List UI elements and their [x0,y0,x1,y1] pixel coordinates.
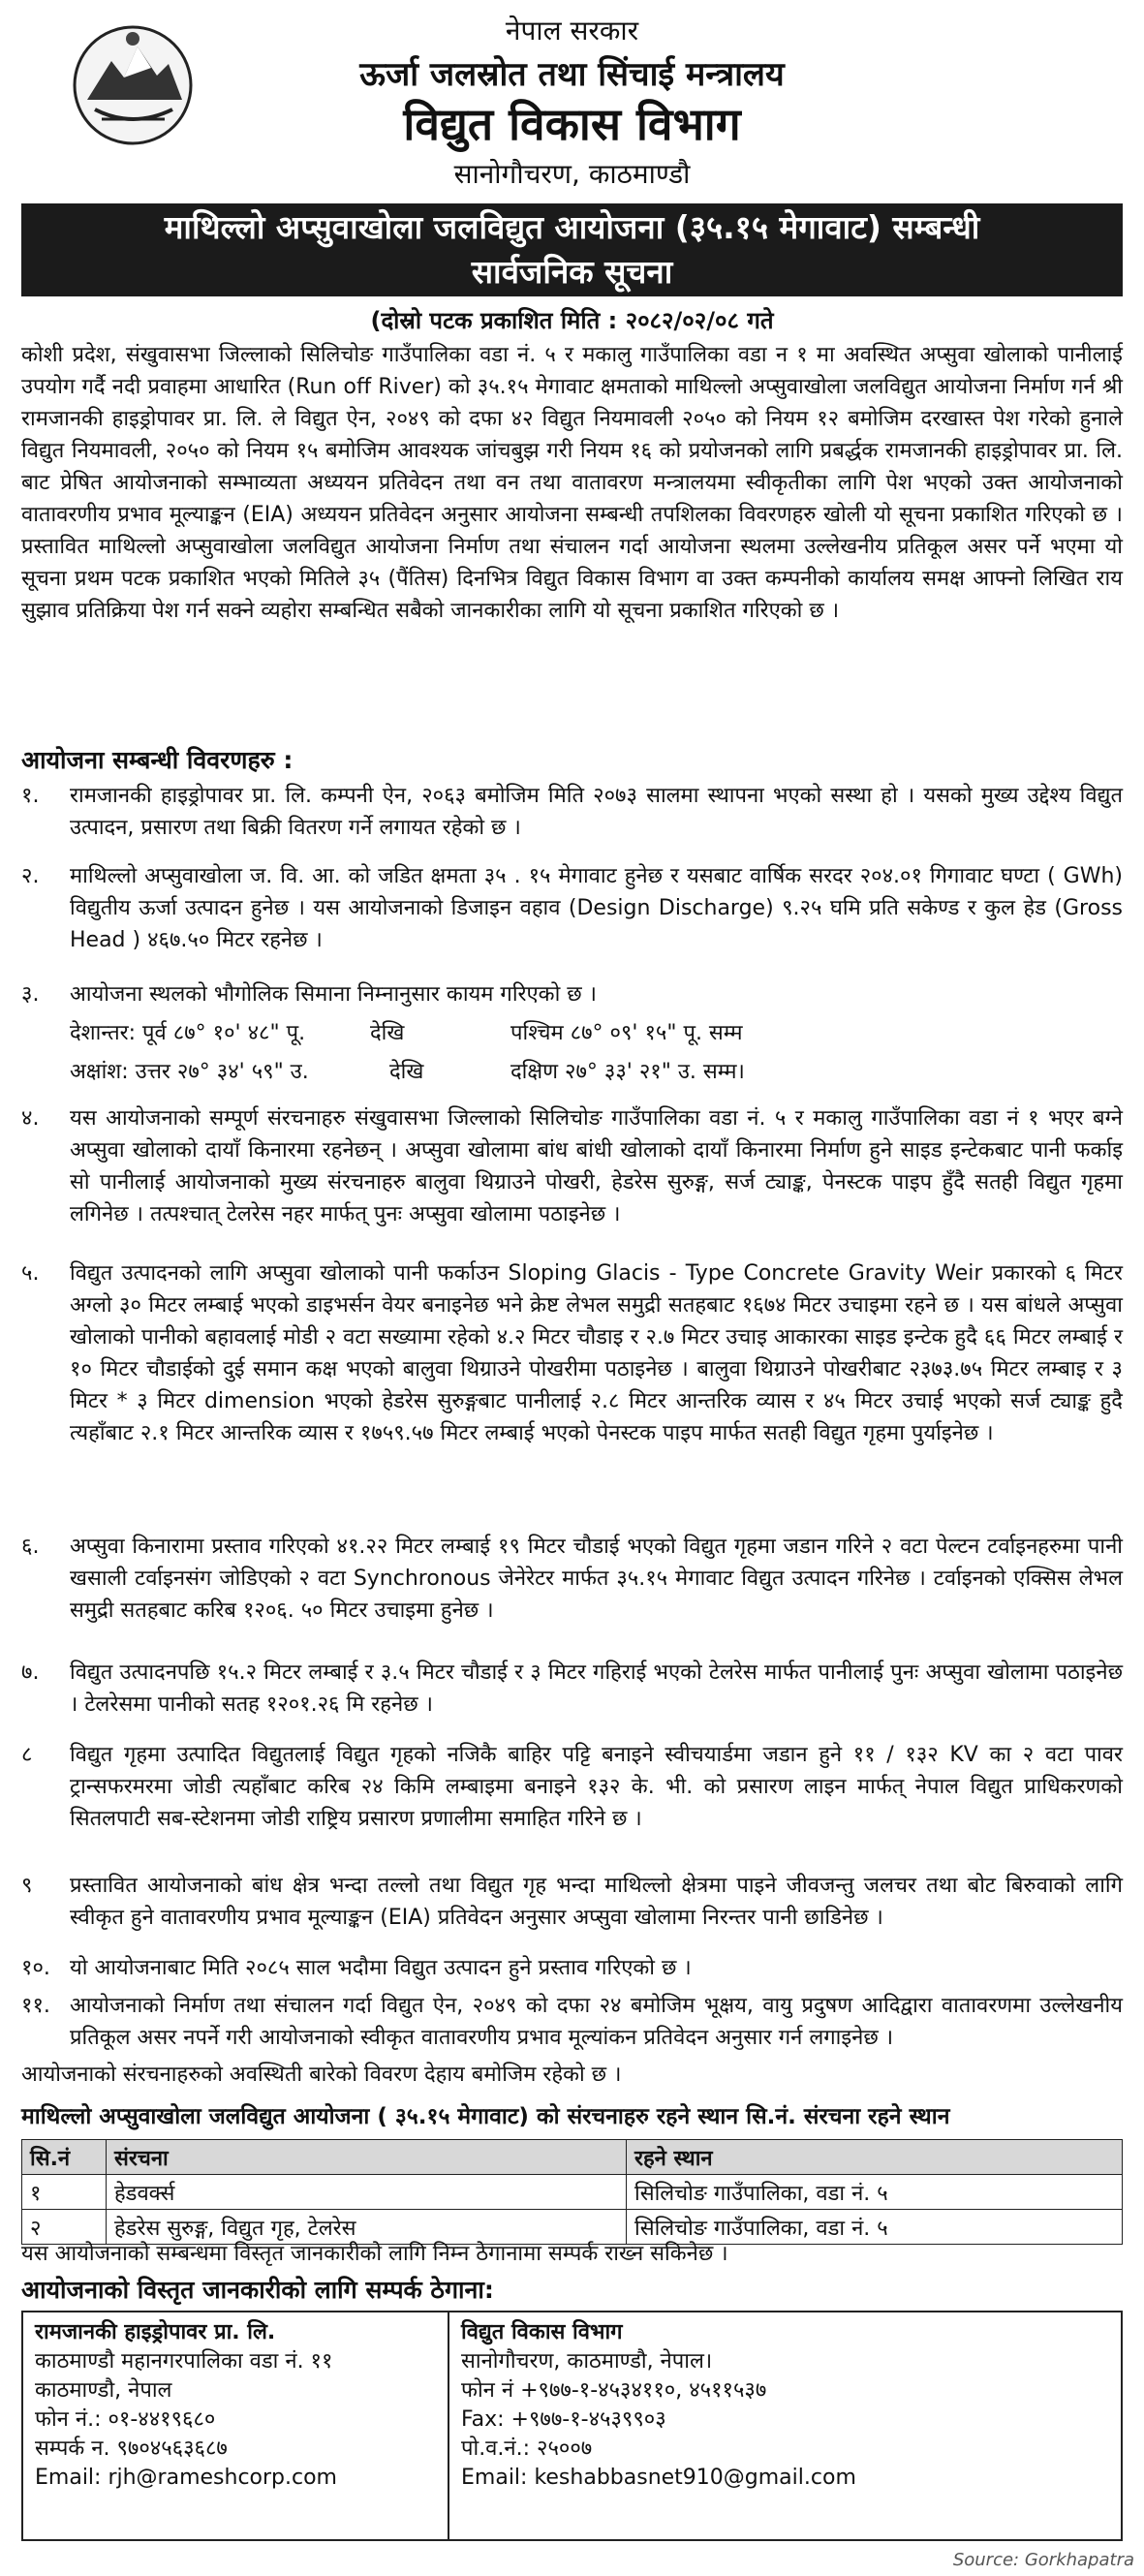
department-address: सानोगौचरण, काठमाण्डौ [453,158,691,190]
details-heading: आयोजना सम्बन्धी विवरणहरु : [21,746,294,774]
company-address-1: काठमाण्डौ महानगरपालिका वडा नं. ११ [35,2349,333,2374]
notice-banner [21,203,1123,296]
company-name: रामजानकी हाइड्रोपावर प्रा. लि. [35,2320,276,2344]
company-email[interactable]: Email: rjh@rameshcorp.com [35,2466,337,2490]
table-header-sn: सि.नं [22,2140,107,2175]
banner-line-2: सार्वजनिक सूचना [471,253,673,291]
item-text: आयोजना स्थलको भौगोलिक सिमाना निम्नानुसार कायम गरिएको छ । [70,982,598,1007]
table-cell-sn: २ [22,2210,107,2245]
item-text: यो आयोजनाबाट मिति २०८५ साल भदौमा विद्युत उत्पादन हुने प्रस्ताव गरिएको छ । [70,1956,692,1980]
detail-item-2 [21,860,1123,956]
item-number: ४. [21,1106,40,1131]
company-mobile: सम्पर्क न. ९७०४५६३६८७ [35,2436,228,2461]
latitude-mid: देखि [389,1060,424,1084]
item-number: २. [21,864,40,888]
intro-paragraph: कोशी प्रदेश, संखुवासभा जिल्लाको सिलिचोङ गाउँपालिका वडा नं. ५ र मकालु गाउँपालिका वडा न १ मा अवस्थित अप्सुवा खोलाको पानीलाई उपयोग गर्दै नदी प्रवाहमा आधारित (Run off River) को ३५.१५ मेगावाट क्षमताको माथिल्लो अप्सुवाखोला जलविद्युत आयोजना निर्माण गर्न श्री रामजानकी हाइड्रोपावर प्रा. लि. ले विद्युत ऐन, २०४९ को दफा ४२ विद्युत नियमावली २०५० को नियम १२ बमोजिम दरखास्त पेश गरेको हुनाले विद्युत नियमावली, २०५० को नियम १५ बमोजिम आवश्यक जांचबुझ गरी नियम १६ को प्रयोजनको लागि प्रबर्द्धक रामजानकी हाइड्रोपावर प्रा. लि. बाट प्रेषित आयोजनाको सम्भाव्यता अध्ययन प्रतिवेदन तथा वन तथा वातावरण मन्त्रालयमा स्वीकृतीका लागि पेश भएको उक्त आयोजनाको वातावरणीय प्रभाव मूल्याङ्कन (EIA) अध्ययन प्रतिवेदन अनुसार आयोजना सम्बन्धी तपशिलका विवरणहरु खोली यो सूचना प्रकाशित गरिएको छ । प्रस्तावित माथिल्लो अप्सुवाखोला जलविद्युत आयोजना निर्माण तथा संचालन गर्दा आयोजना स्थलमा उल्लेखनीय प्रतिकूल असर पर्ने भएमा यो सूचना प्रथम पटक प्रकाशित भएको मितिले ३५ (पैंतिस) दिनभित्र विद्युत विकास विभाग वा उक्त कम्पनीको कार्यालय समक्ष आफ्नो लिखित राय सुझाव प्रतिक्रिया पेश गर्न सक्ने व्यहोरा सम्बन्धित सबैको जानकारीका लागि यो सूचना प्रकाशित गरिएको छ । [21,343,1123,623]
department-contact [449,2312,1121,2539]
structures-note: आयोजनाको संरचनाहरुको अवस्थिती बारेको विवरण देहाय बमोजिम रहेको छ । [21,2063,622,2087]
table-row [22,2175,1123,2210]
company-phone: फोन नं.: ०१-४४१९६८० [35,2407,216,2432]
longitude-from: देशान्तर: पूर्व ८७° १०' ४८" पू. [70,1021,306,1045]
detail-item-3 [21,978,1123,1010]
detail-item-10 [21,1952,1123,1984]
item-text: आयोजनाको निर्माण तथा संचालन गर्दा विद्युत ऐन, २०४९ को दफा २४ बमोजिम भूक्षय, वायु प्रदुषण आदिद्वारा वातावरणमा उल्लेखनीय प्रतिकूल असर नपर्ने गरी आयोजनाको स्वीकृत वातावरणीय प्रभाव मूल्यांकन प्रतिवेदन अनुसार गर्न लगाइनेछ । [70,1994,1123,2050]
item-text: रामजानकी हाइड्रोपावर प्रा. लि. कम्पनी ऐन, २०६३ बमोजिम मिति २०७३ सालमा स्थापना भएको सस्था हो । यसको मुख्य उद्देश्य विद्युत उत्पादन, प्रसारण तथा बिक्री वितरण गर्ने लगायत रहेको छ । [70,784,1123,840]
detail-item-5 [21,1257,1123,1449]
department-fax: Fax: +९७७-१-४५३९९०३ [461,2407,666,2432]
detail-item-4 [21,1102,1123,1230]
table-cell-location: सिलिचोङ गाउँपालिका, वडा नं. ५ [627,2175,1123,2210]
department-address-line: सानोगौचरण, काठमाण्डौ, नेपाल। [461,2349,713,2374]
item-text: यस आयोजनाको सम्पूर्ण संरचनाहरु संखुवासभा जिल्लाको सिलिचोङ गाउँपालिका वडा नं. ५ र मकालु गाउँपालिका वडा नं १ भएर बग्ने अप्सुवा खोलाको दायाँ किनारमा रहनेछन् । अप्सुवा खोलामा बांध बांधी खोलाको दायाँ किनारमा निर्माण हुने साइड इन्टेकबाट पानी फर्काइ सो पानीलाई आयोजनाको मुख्य संरचनाहरु बालुवा थिग्राउने पोखरी, हेडरेस सुरुङ्ग, सर्ज ट्याङ्क, पेनस्टक पाइप हुँदै सतही विद्युत गृहमा लगिनेछ । तत्पश्चात् टेलरेस नहर मार्फत् पुनः अप्सुवा खोलामा पठाइनेछ । [70,1106,1123,1226]
contact-box [21,2311,1123,2541]
table-cell-structure: हेडरेस सुरुङ्ग, विद्युत गृह, टेलरेस [107,2210,627,2245]
table-cell-structure: हेडवर्क्स [107,2175,627,2210]
item-number: ९ [21,1874,33,1898]
company-contact [23,2312,449,2539]
item-number: १. [21,784,40,808]
structures-table [21,2139,1123,2245]
detail-item-11 [21,1990,1123,2054]
table-cell-location: सिलिचोङ गाउँपालिका, वडा नं. ५ [627,2210,1123,2245]
item-text: विद्युत गृहमा उत्पादित विद्युतलाई विद्युत गृहको नजिकै बाहिर पट्टि बनाइने स्वीचयार्डमा जडान हुने ११ / १३२ KV का २ वटा पावर ट्रान्सफरमरमा जोडी त्यहाँबाट करिब २४ किमि लम्बाइमा बनाइने १३२ के. भी. को प्रसारण लाइन मार्फत् नेपाल विद्युत प्राधिकरणको सितलपाटी सब-स्टेशनमा जोडी राष्ट्रिय प्रसारण प्रणालीमा समाहित गरिने छ । [70,1743,1123,1831]
table-header-structure: संरचना [107,2140,627,2175]
company-address-2: काठमाण्डौ, नेपाल [35,2378,172,2403]
department-po-box: पो.व.नं.: २५००७ [461,2436,593,2461]
detail-item-6 [21,1531,1123,1627]
item-number: ३. [21,982,40,1007]
department-name: विद्युत विकास विभाग [461,2320,623,2344]
item-number: ८ [21,1743,33,1767]
detail-item-9 [21,1870,1123,1934]
item-text: माथिल्लो अप्सुवाखोला ज. वि. आ. को जडित क्षमता ३५ . १५ मेगावाट हुनेछ र यसबाट वार्षिक सरदर २०४.०१ गिगावाट घण्टा ( GWh) विद्युतीय ऊर्जा उत्पादन हुनेछ । यस आयोजनाको डिजाइन वहाव (Design Discharge) ९.२५ घमि प्रति सकेण्ड र कुल हेड (Gross Head ) ४६७.५० मिटर रहनेछ । [70,864,1123,952]
table-cell-sn: १ [22,2175,107,2210]
department-phone: फोन नं +९७७-१-४५३४११०, ४५११५३७ [461,2378,767,2403]
detail-item-8 [21,1739,1123,1835]
banner-line-1: माथिल्लो अप्सुवाखोला जलविद्युत आयोजना (३५.१५ मेगावाट) सम्बन्धी [164,208,980,246]
detail-item-7 [21,1657,1123,1721]
latitude-to: दक्षिण २७° ३३' २१" उ. सम्म। [510,1060,745,1084]
department-email[interactable]: Email: keshabbasnet910@gmail.com [461,2466,856,2490]
item-number: ७. [21,1660,40,1685]
government-title: नेपाल सरकार [505,15,639,47]
item-text: प्रस्तावित आयोजनाको बांध क्षेत्र भन्दा तल्लो तथा विद्युत गृह भन्दा माथिल्लो क्षेत्रमा पाइने जीवजन्तु जलचर तथा बोट बिरुवाको लागि स्वीकृत हुने वातावरणीय प्रभाव मूल्याङ्कन (EIA) प्रतिवेदन अनुसार अप्सुवा खोलामा निरन्तर पानी छाडिनेछ । [70,1874,1123,1930]
item-text: विद्युत उत्पादनपछि १५.२ मिटर लम्बाई र ३.५ मिटर चौडाई र ३ मिटर गहिराई भएको टेलरेस मार्फत पानीलाई पुनः अप्सुवा खोलामा पठाइनेछ । टेलरेसमा पानीको सतह १२०१.२६ मि रहनेछ । [70,1660,1123,1717]
contact-heading: आयोजनाको विस्तृत जानकारीको लागि सम्पर्क ठेगाना: [21,2276,494,2304]
department-title: विद्युत विकास विभाग [403,98,741,150]
item-text: अप्सुवा किनारामा प्रस्ताव गरिएको ४१.२२ मिटर लम्बाई १९ मिटर चौडाई भएको विद्युत गृहमा जडान गरिने २ वटा पेल्टन टर्वाइनहरुमा पानी खसाली टर्वाइनसंग जोडिएको २ वटा Synchronous जेनेरेटर मार्फत ३५.१५ मेगावाट विद्युत उत्पादन गरिनेछ । टर्वाइनको एक्सिस लेभल समुद्री सतहबाट करिब १२०६. ५० मिटर उचाइमा हुनेछ । [70,1535,1123,1623]
table-header-location: रहने स्थान [627,2140,1123,2175]
source-credit: Source: Gorkhapatra [952,2550,1134,2570]
item-number: १०. [21,1956,50,1980]
latitude-from: अक्षांश: उत्तर २७° ३४' ५९" उ. [70,1060,309,1084]
table-title: माथिल्लो अप्सुवाखोला जलविद्युत आयोजना ( ३५.१५ मेगावाट) को संरचनाहरु रहने स्थान सि.नं. संरचना रहने स्थान [21,2104,950,2129]
detail-item-1 [21,780,1123,844]
item-text: विद्युत उत्पादनको लागि अप्सुवा खोलाको पानी फर्काउन Sloping Glacis - Type Concrete Gravity Weir प्रकारको ६ मिटर अग्लो ३० मिटर लम्बाई भएको डाइभर्सन वेयर बनाइनेछ भने क्रेष्ट लेभल समुद्री सतहबाट १६७४ मिटर उचाइमा रहने छ । यस बांधले अप्सुवा खोलाको पानीको बहावलाई मोडी २ वटा सख्यामा रहेको ४.२ मिटर चौडाइ र २.७ मिटर उचाइ आकारका साइड इन्टेक हुदै ६६ मिटर लम्बाई र १० मिटर चौडाईको दुई समान कक्ष भएको बालुवा थिग्राउने पोखरीमा पठाइनेछ । बालुवा थिग्राउने पोखरीबाट २३७३.७५ मिटर लम्बाइ र ३ मिटर * ३ मिटर dimension भएको हेडरेस सुरुङ्गबाट पानीलाई २.८ मिटर आन्तरिक व्यास र ४५ मिटर उचाई भएको सर्ज ट्याङ्क हुदै त्यहाँबाट २.१ मिटर आन्तरिक व्यास र १७५९.५७ मिटर लम्बाई भएको पेनस्टक पाइप मार्फत सतही विद्युत गृहमा पुर्याइनेछ । [70,1261,1123,1445]
longitude-mid: देखि [370,1021,405,1045]
after-table-note: यस आयोजनाको सम्बन्धमा विस्तृत जानकारीको लागि निम्न ठेगानामा सम्पर्क राख्न सकिनेछ । [21,2242,728,2266]
ministry-title: ऊर्जा जलस्रोत तथा सिंचाई मन्त्रालय [359,55,785,94]
item-number: ६. [21,1535,40,1559]
item-number: ५. [21,1261,40,1286]
publication-date: (दोस्रो पटक प्रकाशित मिति : २०८२/०२/०८ गते [370,307,774,334]
item-number: ११. [21,1994,50,2018]
table-header-row [22,2140,1123,2175]
longitude-to: पश्चिम ८७° ०९' १५" पू. सम्म [510,1021,743,1045]
